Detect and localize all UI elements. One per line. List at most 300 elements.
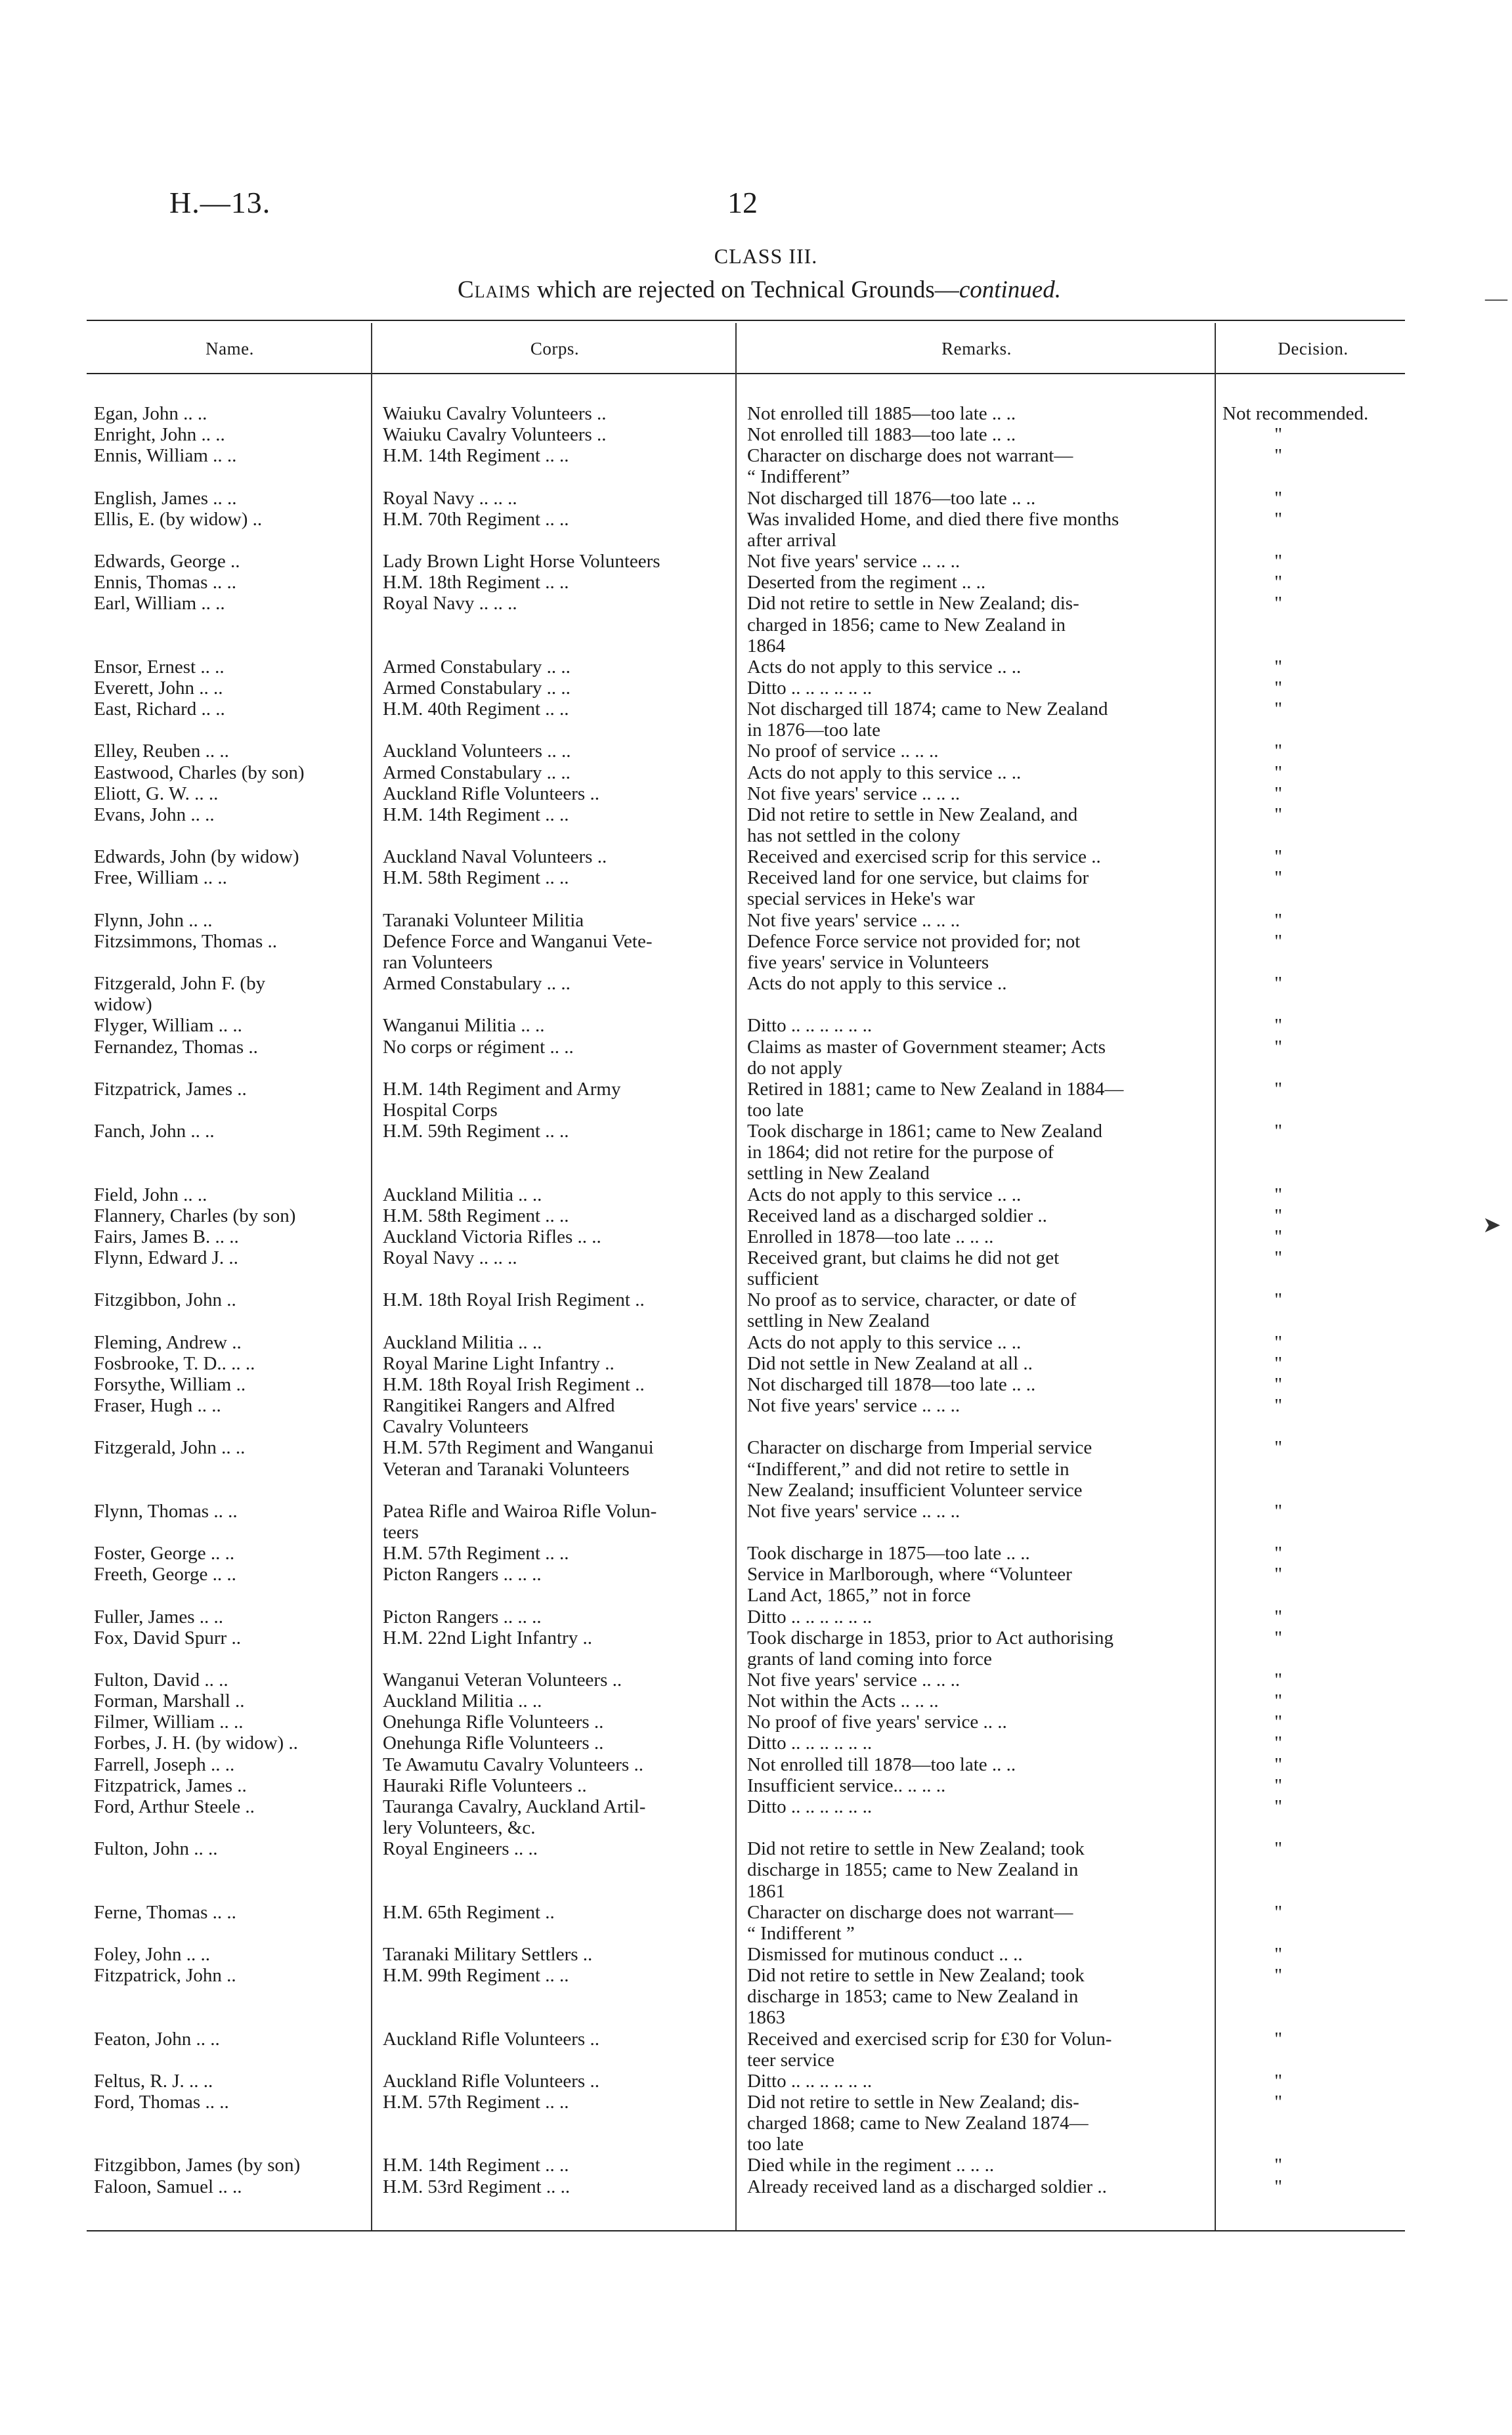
decision-cell: " xyxy=(1274,1691,1282,1712)
table-row xyxy=(0,2134,1512,2155)
claimant-name: Freeth, George .. .. xyxy=(94,1564,236,1585)
remarks-cell: Not enrolled till 1883—too late .. .. xyxy=(747,424,1016,446)
corps-cell: Wanganui Veteran Volunteers .. xyxy=(383,1670,622,1691)
corps-cell: Armed Constabulary .. .. xyxy=(383,973,571,995)
table-row xyxy=(0,551,1512,572)
decision-cell: " xyxy=(1274,804,1282,825)
claimant-name: Fitzpatrick, James .. xyxy=(94,1775,247,1796)
claimant-name: Fitzgerald, John F. (by xyxy=(94,973,266,995)
remarks-cell: Ditto .. .. .. .. .. .. xyxy=(747,1606,873,1627)
claimant-name: Feltus, R. J. .. .. xyxy=(94,2070,213,2092)
decision-cell: " xyxy=(1274,1184,1282,1205)
column-header-decision: Decision. xyxy=(1278,339,1349,358)
remarks-cell: Claims as master of Government steamer; Acts xyxy=(747,1036,1106,1058)
table-row xyxy=(0,1459,1512,1480)
table-row xyxy=(0,910,1512,932)
corps-cell: H.M. 18th Royal Irish Regiment .. xyxy=(383,1373,645,1395)
remarks-cell: Enrolled in 1878—too late .. .. .. xyxy=(747,1226,994,1247)
decision-cell: " xyxy=(1274,1205,1282,1226)
decision-cell: " xyxy=(1274,593,1282,614)
claimant-name: Edwards, George .. xyxy=(94,551,240,572)
remarks-cell: settling in New Zealand xyxy=(747,1310,930,1332)
decision-cell: " xyxy=(1274,846,1282,868)
claimant-name: Flannery, Charles (by son) xyxy=(94,1205,296,1226)
table-row xyxy=(0,1437,1512,1459)
table-row xyxy=(0,1100,1512,1121)
remarks-cell: Received and exercised scrip for this service .. xyxy=(747,846,1101,868)
decision-cell: " xyxy=(1274,1627,1282,1648)
table-row xyxy=(0,2155,1512,2176)
claimant-name: Fitzgerald, John .. .. xyxy=(94,1437,246,1459)
table-row xyxy=(0,1775,1512,1797)
claimant-name: Fanch, John .. .. xyxy=(94,1121,215,1142)
claimant-name: Eliott, G. W. .. .. xyxy=(94,783,219,804)
column-header-corps: Corps. xyxy=(530,339,580,358)
remarks-cell: Did not retire to settle in New Zealand, and xyxy=(747,804,1078,825)
decision-cell: " xyxy=(1274,1500,1282,1522)
table-row xyxy=(0,888,1512,910)
remarks-cell: No proof of service .. .. .. xyxy=(747,741,939,762)
remarks-cell: Not five years' service .. .. .. xyxy=(747,1395,961,1417)
claimant-name: Fitzsimmons, Thomas .. xyxy=(94,930,278,952)
remarks-cell: Not enrolled till 1878—too late .. .. xyxy=(747,1754,1016,1775)
corps-cell: Armed Constabulary .. .. xyxy=(383,677,571,699)
corps-cell: H.M. 57th Regiment .. .. xyxy=(383,2092,569,2113)
remarks-cell: Did not retire to settle in New Zealand; took xyxy=(747,1838,1085,1860)
table-row xyxy=(0,1754,1512,1776)
corps-cell: Royal Navy .. .. .. xyxy=(383,593,517,614)
decision-cell: " xyxy=(1274,1796,1282,1817)
table-row xyxy=(0,952,1512,974)
corps-cell: Armed Constabulary .. .. xyxy=(383,656,571,678)
decision-cell: " xyxy=(1274,930,1282,952)
claimant-name: Free, William .. .. xyxy=(94,867,227,889)
remarks-cell: “ Indifferent ” xyxy=(747,1922,855,1944)
remarks-cell: Did not settle in New Zealand at all .. xyxy=(747,1352,1033,1374)
remarks-cell: Not discharged till 1876—too late .. .. xyxy=(747,487,1036,509)
table-row xyxy=(0,657,1512,678)
decision-cell: " xyxy=(1274,1331,1282,1353)
decision-cell: " xyxy=(1274,699,1282,720)
decision-cell: " xyxy=(1274,1712,1282,1733)
decision-cell: " xyxy=(1274,424,1282,446)
claimant-name: Ensor, Ernest .. .. xyxy=(94,656,225,678)
corps-cell: Rangitikei Rangers and Alfred xyxy=(383,1395,615,1417)
table-row xyxy=(0,1627,1512,1649)
claimant-name: Flynn, Thomas .. .. xyxy=(94,1500,238,1522)
remarks-cell: No proof as to service, character, or date of xyxy=(747,1289,1077,1311)
claimant-name: Forsythe, William .. xyxy=(94,1373,246,1395)
remarks-cell: “ Indifferent” xyxy=(747,466,850,488)
remarks-cell: do not apply xyxy=(747,1057,842,1079)
remarks-cell: after arrival xyxy=(747,529,837,551)
decision-cell: " xyxy=(1274,2028,1282,2050)
remarks-cell: 1861 xyxy=(747,1880,785,1902)
table-row xyxy=(0,973,1512,995)
remarks-cell: Character on discharge does not warrant— xyxy=(747,445,1073,467)
page-number: 12 xyxy=(727,186,758,219)
remarks-cell: Character on discharge does not warrant— xyxy=(747,1901,1073,1923)
claimant-name: Ennis, Thomas .. .. xyxy=(94,572,236,593)
table-row xyxy=(0,1986,1512,2008)
remarks-cell: Ditto .. .. .. .. .. .. xyxy=(747,1015,873,1037)
corps-cell: H.M. 14th Regiment .. .. xyxy=(383,445,569,467)
margin-mark-top: — xyxy=(1485,286,1507,311)
claimant-name: Faloon, Samuel .. .. xyxy=(94,2176,242,2197)
decision-cell: " xyxy=(1274,1121,1282,1142)
table-row xyxy=(0,1944,1512,1966)
corps-cell: teers xyxy=(383,1521,419,1543)
claimant-name: Fairs, James B. .. .. xyxy=(94,1226,239,1247)
margin-mark-arrow: ➤ xyxy=(1482,1213,1501,1238)
table-row xyxy=(0,1480,1512,1501)
claimant-name: Foster, George .. .. xyxy=(94,1543,235,1564)
claimant-name: Forbes, J. H. (by widow) .. xyxy=(94,1733,298,1754)
subtitle-caps: Claims xyxy=(458,276,531,303)
remarks-cell: Deserted from the regiment .. .. xyxy=(747,572,986,593)
remarks-cell: Took discharge in 1861; came to New Zealand xyxy=(747,1121,1103,1142)
corps-cell: H.M. 18th Regiment .. .. xyxy=(383,572,569,593)
decision-cell: " xyxy=(1274,2092,1282,2113)
remarks-cell: Took discharge in 1853, prior to Act authorising xyxy=(747,1627,1114,1648)
table-row xyxy=(0,1648,1512,1670)
remarks-cell: Retired in 1881; came to New Zealand in 1884— xyxy=(747,1078,1124,1100)
table-row xyxy=(0,2176,1512,2198)
corps-cell: Royal Navy .. .. .. xyxy=(383,487,517,509)
claimant-name: Featon, John .. .. xyxy=(94,2028,220,2050)
remarks-cell: discharge in 1855; came to New Zealand in xyxy=(747,1859,1079,1881)
table-row xyxy=(0,1585,1512,1606)
decision-cell: " xyxy=(1274,2155,1282,2176)
decision-cell: " xyxy=(1274,1226,1282,1247)
claimant-name: Foley, John .. .. xyxy=(94,1943,210,1965)
remarks-cell: in 1876—too late xyxy=(747,720,880,741)
table-row xyxy=(0,2029,1512,2050)
claimant-name: Evans, John .. .. xyxy=(94,804,215,825)
table-row xyxy=(0,867,1512,889)
table-row xyxy=(0,2071,1512,2092)
table-row xyxy=(0,1733,1512,1754)
corps-cell: H.M. 18th Royal Irish Regiment .. xyxy=(383,1289,645,1311)
table-row xyxy=(0,720,1512,741)
remarks-cell: Not within the Acts .. .. .. xyxy=(747,1691,939,1712)
corps-cell: H.M. 14th Regiment .. .. xyxy=(383,804,569,825)
corps-cell: No corps or régiment .. .. xyxy=(383,1036,574,1058)
remarks-cell: Acts do not apply to this service .. .. xyxy=(747,762,1022,783)
claimant-name: Fitzpatrick, John .. xyxy=(94,1965,236,1987)
claimant-name: Fitzgibbon, James (by son) xyxy=(94,2155,301,2176)
remarks-cell: Acts do not apply to this service .. .. xyxy=(747,1184,1022,1205)
table-row xyxy=(0,2092,1512,2113)
decision-cell: " xyxy=(1274,1901,1282,1923)
table-row xyxy=(0,1670,1512,1691)
claimant-name: Ennis, William .. .. xyxy=(94,445,237,467)
table-row xyxy=(0,1859,1512,1881)
corps-cell: Defence Force and Wanganui Vete- xyxy=(383,930,653,952)
corps-cell: H.M. 53rd Regiment .. .. xyxy=(383,2176,571,2197)
corps-cell: Royal Engineers .. .. xyxy=(383,1838,538,1860)
remarks-cell: Received land as a discharged soldier .. xyxy=(747,1205,1047,1226)
remarks-cell: five years' service in Volunteers xyxy=(747,951,989,973)
decision-cell: " xyxy=(1274,1606,1282,1627)
remarks-cell: Ditto .. .. .. .. .. .. xyxy=(747,2070,873,2092)
corps-cell: Auckland Militia .. .. xyxy=(383,1184,542,1205)
corps-cell: Auckland Rifle Volunteers .. xyxy=(383,2070,599,2092)
table-row xyxy=(0,572,1512,593)
corps-cell: lery Volunteers, &c. xyxy=(383,1817,536,1839)
table-row xyxy=(0,1184,1512,1206)
table-row xyxy=(0,804,1512,826)
table-row xyxy=(0,1037,1512,1058)
decision-cell: " xyxy=(1274,508,1282,530)
decision-cell: " xyxy=(1274,1015,1282,1037)
table-row xyxy=(0,593,1512,614)
corps-cell: Auckland Rifle Volunteers .. xyxy=(383,2028,599,2050)
decision-cell: " xyxy=(1274,2176,1282,2197)
remarks-cell: No proof of five years' service .. .. xyxy=(747,1712,1007,1733)
decision-cell: " xyxy=(1274,1943,1282,1965)
table-row xyxy=(0,1965,1512,1987)
table-row xyxy=(0,403,1512,425)
claimant-name: Ferne, Thomas .. .. xyxy=(94,1901,236,1923)
remarks-cell: Character on discharge from Imperial service xyxy=(747,1437,1092,1459)
corps-cell: Royal Marine Light Infantry .. xyxy=(383,1352,615,1374)
remarks-cell: Did not retire to settle in New Zealand; dis- xyxy=(747,2092,1079,2113)
claimant-name: Earl, William .. .. xyxy=(94,593,225,614)
remarks-cell: Already received land as a discharged soldier .. xyxy=(747,2176,1107,2197)
decision-cell: " xyxy=(1274,1754,1282,1775)
remarks-cell: “Indifferent,” and did not retire to settle in xyxy=(747,1458,1069,1480)
remarks-cell: Acts do not apply to this service .. .. xyxy=(747,1331,1022,1353)
decision-cell: " xyxy=(1274,1352,1282,1374)
corps-cell: H.M. 70th Regiment .. .. xyxy=(383,508,569,530)
table-row xyxy=(0,2050,1512,2071)
table-row xyxy=(0,762,1512,784)
decision-cell: " xyxy=(1274,762,1282,783)
table-row xyxy=(0,1015,1512,1037)
table-row xyxy=(0,699,1512,720)
table-row xyxy=(0,825,1512,847)
table-row xyxy=(0,1058,1512,1079)
table-row xyxy=(0,1268,1512,1290)
column-header-name: Name. xyxy=(205,339,254,358)
table-row xyxy=(0,846,1512,868)
corps-cell: Waiuku Cavalry Volunteers .. xyxy=(383,424,607,446)
claimant-name: Flyger, William .. .. xyxy=(94,1015,242,1037)
corps-cell: Tauranga Cavalry, Auckland Artil- xyxy=(383,1796,646,1817)
claimant-name: English, James .. .. xyxy=(94,487,237,509)
table-row xyxy=(0,1310,1512,1332)
decision-cell: " xyxy=(1274,445,1282,467)
table-row xyxy=(0,614,1512,636)
corps-cell: Taranaki Military Settlers .. xyxy=(383,1943,593,1965)
corps-cell: Taranaki Volunteer Militia xyxy=(383,909,584,931)
table-row xyxy=(0,994,1512,1016)
column-header-remarks: Remarks. xyxy=(941,339,1012,358)
decision-cell: " xyxy=(1274,1036,1282,1058)
corps-cell: H.M. 58th Regiment .. .. xyxy=(383,1205,569,1226)
remarks-cell: too late xyxy=(747,1099,804,1121)
corps-cell: Te Awamutu Cavalry Volunteers .. xyxy=(383,1754,643,1775)
decision-cell: " xyxy=(1274,1965,1282,1987)
corps-cell: Auckland Volunteers .. .. xyxy=(383,741,571,762)
table-row xyxy=(0,1817,1512,1839)
remarks-cell: Defence Force service not provided for; not xyxy=(747,930,1081,952)
corps-cell: Auckland Victoria Rifles .. .. xyxy=(383,1226,601,1247)
table-row xyxy=(0,509,1512,530)
remarks-cell: Ditto .. .. .. .. .. .. xyxy=(747,1796,873,1817)
remarks-cell: in 1864; did not retire for the purpose of xyxy=(747,1142,1054,1163)
claimant-name: Fleming, Andrew .. xyxy=(94,1331,242,1353)
corps-cell: Lady Brown Light Horse Volunteers xyxy=(383,551,660,572)
table-row xyxy=(0,1332,1512,1354)
table-row xyxy=(0,1163,1512,1184)
decision-cell: " xyxy=(1274,1247,1282,1268)
corps-cell: H.M. 14th Regiment and Army xyxy=(383,1078,621,1100)
decision-cell: " xyxy=(1274,1078,1282,1100)
table-row xyxy=(0,530,1512,551)
table-row xyxy=(0,1691,1512,1712)
decision-cell: Not recommended. xyxy=(1222,403,1369,424)
corps-cell: Auckland Militia .. .. xyxy=(383,1331,542,1353)
remarks-cell: 1864 xyxy=(747,635,785,657)
remarks-cell: Not five years' service .. .. .. xyxy=(747,551,961,572)
remarks-cell: too late xyxy=(747,2134,804,2155)
decision-cell: " xyxy=(1274,572,1282,593)
remarks-cell: Received and exercised scrip for £30 for Volun- xyxy=(747,2028,1112,2050)
table-row xyxy=(0,1923,1512,1945)
claimant-name: Fernandez, Thomas .. xyxy=(94,1036,258,1058)
claimant-name: Fuller, James .. .. xyxy=(94,1606,223,1627)
claimant-name: Field, John .. .. xyxy=(94,1184,207,1205)
claimant-name: Elley, Reuben .. .. xyxy=(94,741,229,762)
remarks-cell: Ditto .. .. .. .. .. .. xyxy=(747,677,873,699)
corps-cell: Patea Rifle and Wairoa Rifle Volun- xyxy=(383,1500,657,1522)
table-row xyxy=(0,1079,1512,1100)
remarks-cell: 1863 xyxy=(747,2007,785,2029)
table-row xyxy=(0,636,1512,657)
remarks-cell: Died while in the regiment .. .. .. xyxy=(747,2155,995,2176)
remarks-cell: Did not retire to settle in New Zealand; took xyxy=(747,1965,1085,1987)
claimant-name: Ellis, E. (by widow) .. xyxy=(94,508,263,530)
remarks-cell: Not discharged till 1874; came to New Zealand xyxy=(747,699,1108,720)
corps-cell: Royal Navy .. .. .. xyxy=(383,1247,517,1268)
claimant-name: Fox, David Spurr .. xyxy=(94,1627,241,1648)
decision-cell: " xyxy=(1274,487,1282,509)
decision-cell: " xyxy=(1274,1670,1282,1691)
decision-cell: " xyxy=(1274,1733,1282,1754)
corps-cell: Wanganui Militia .. .. xyxy=(383,1015,545,1037)
decision-cell: " xyxy=(1274,1437,1282,1459)
table-row xyxy=(0,424,1512,446)
claimant-name: Enright, John .. .. xyxy=(94,424,225,446)
decision-cell: " xyxy=(1274,741,1282,762)
table-row xyxy=(0,1374,1512,1396)
claimant-name: Farrell, Joseph .. .. xyxy=(94,1754,235,1775)
table-row xyxy=(0,488,1512,509)
table-row xyxy=(0,2007,1512,2029)
claimant-name: Eastwood, Charles (by son) xyxy=(94,762,305,783)
table-row xyxy=(0,1226,1512,1248)
corps-cell: Armed Constabulary .. .. xyxy=(383,762,571,783)
table-row xyxy=(0,1838,1512,1860)
remarks-cell: Not enrolled till 1885—too late .. .. xyxy=(747,403,1016,424)
decision-cell: " xyxy=(1274,1373,1282,1395)
corps-cell: Picton Rangers .. .. .. xyxy=(383,1606,542,1627)
corps-cell: H.M. 40th Regiment .. .. xyxy=(383,699,569,720)
corps-cell: H.M. 99th Regiment .. .. xyxy=(383,1965,569,1987)
corps-cell: Onehunga Rifle Volunteers .. xyxy=(383,1733,604,1754)
remarks-cell: settling in New Zealand xyxy=(747,1163,930,1184)
claimant-name: Ford, Thomas .. .. xyxy=(94,2092,229,2113)
decision-cell: " xyxy=(1274,1838,1282,1860)
claimant-name: Egan, John .. .. xyxy=(94,403,207,424)
report-code: H.—13. xyxy=(169,186,271,219)
decision-cell: " xyxy=(1274,1564,1282,1585)
corps-cell: ran Volunteers xyxy=(383,951,493,973)
table-row xyxy=(0,1121,1512,1142)
decision-cell: " xyxy=(1274,1775,1282,1796)
remarks-cell: New Zealand; insufficient Volunteer service xyxy=(747,1479,1083,1501)
corps-cell: H.M. 57th Regiment and Wanganui xyxy=(383,1437,654,1459)
claimant-name: Ford, Arthur Steele .. xyxy=(94,1796,255,1817)
remarks-cell: Land Act, 1865,” not in force xyxy=(747,1585,971,1606)
table-row xyxy=(0,1247,1512,1269)
remarks-cell: Insufficient service.. .. .. .. xyxy=(747,1775,946,1796)
claimant-name: Fulton, David .. .. xyxy=(94,1670,228,1691)
decision-cell: " xyxy=(1274,656,1282,678)
table-row xyxy=(0,1416,1512,1438)
corps-cell: H.M. 14th Regiment .. .. xyxy=(383,2155,569,2176)
corps-cell: Picton Rangers .. .. .. xyxy=(383,1564,542,1585)
remarks-cell: teer service xyxy=(747,2049,834,2071)
table-row xyxy=(0,1606,1512,1628)
remarks-cell: Took discharge in 1875—too late .. .. xyxy=(747,1543,1030,1564)
remarks-cell: Not five years' service .. .. .. xyxy=(747,783,961,804)
decision-cell: " xyxy=(1274,551,1282,572)
decision-cell: " xyxy=(1274,909,1282,931)
corps-cell: H.M. 58th Regiment .. .. xyxy=(383,867,569,889)
table-row xyxy=(0,1289,1512,1311)
corps-cell: Veteran and Taranaki Volunteers xyxy=(383,1458,630,1480)
claimant-name: Filmer, William .. .. xyxy=(94,1712,244,1733)
corps-cell: Auckland Militia .. .. xyxy=(383,1691,542,1712)
remarks-cell: Not five years' service .. .. .. xyxy=(747,1670,961,1691)
table-row xyxy=(0,1902,1512,1924)
remarks-cell: Received grant, but claims he did not get xyxy=(747,1247,1060,1268)
table-row xyxy=(0,2113,1512,2134)
remarks-cell: sufficient xyxy=(747,1268,819,1290)
decision-cell: " xyxy=(1274,783,1282,804)
remarks-cell: charged 1868; came to New Zealand 1874— xyxy=(747,2113,1089,2134)
claimant-name: East, Richard .. .. xyxy=(94,699,225,720)
class-title: CLASS III. xyxy=(714,244,818,268)
claimant-name: Forman, Marshall .. xyxy=(94,1691,245,1712)
corps-cell: Auckland Naval Volunteers .. xyxy=(383,846,607,868)
claimant-name: Fitzpatrick, James .. xyxy=(94,1078,247,1100)
decision-cell: " xyxy=(1274,1289,1282,1311)
table-row xyxy=(0,931,1512,953)
corps-cell: H.M. 22nd Light Infantry .. xyxy=(383,1627,592,1648)
table-row xyxy=(0,1353,1512,1375)
subtitle-text: which are rejected on Technical Grounds— xyxy=(530,276,959,303)
remarks-cell: charged in 1856; came to New Zealand in xyxy=(747,614,1066,636)
subtitle-continued: continued. xyxy=(959,276,1061,303)
table-row xyxy=(0,1881,1512,1903)
decision-cell: " xyxy=(1274,973,1282,995)
corps-cell: Onehunga Rifle Volunteers .. xyxy=(383,1712,604,1733)
corps-cell: Waiuku Cavalry Volunteers .. xyxy=(383,403,607,424)
